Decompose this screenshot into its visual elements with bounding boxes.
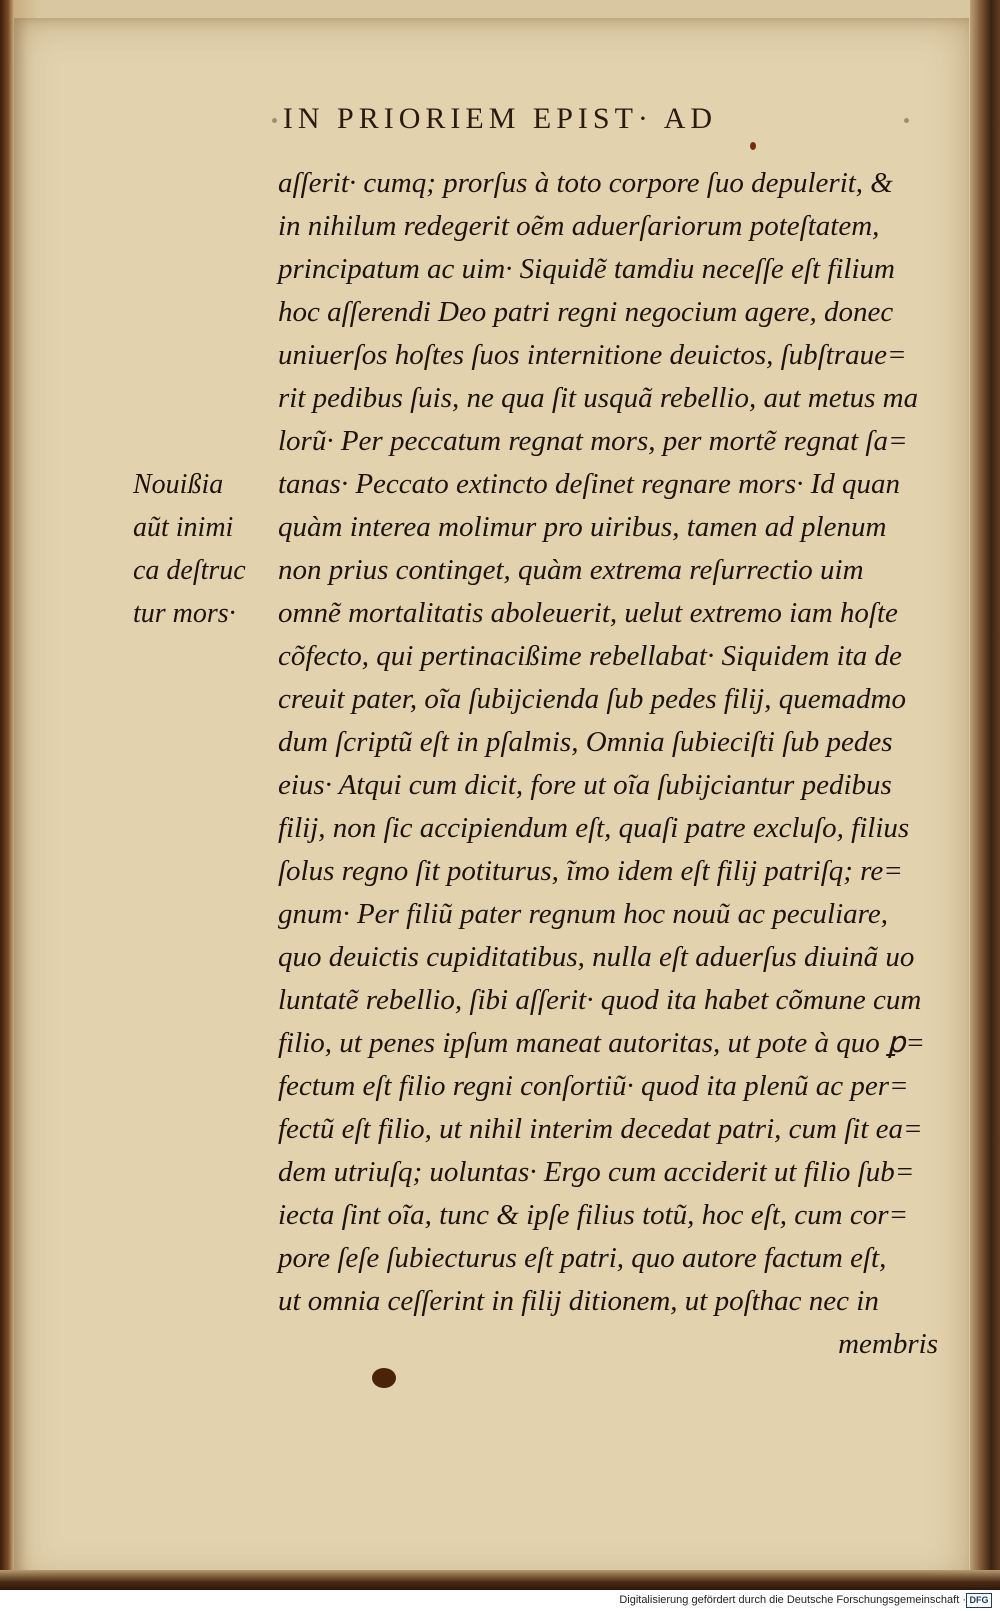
text-line: quo deuictis cupiditatibus, nulla eſt aduerſus diuinã uo [278,941,915,973]
text-line: creuit pater, oĩa ſubijcienda ſub pedes filij, quemadmo [278,683,906,715]
catchword: membris [838,1328,938,1360]
text-line: lorũ· Per peccatum regnat mors, per mortẽ regnat ſa= [278,425,908,457]
text-line: iecta ſint oĩa, tunc & ipſe filius totũ, hoc eſt, cum cor= [278,1199,909,1231]
text-line: in nihilum redegerit oẽm aduerſariorum poteſtatem, [278,210,880,242]
text-line: principatum ac uim· Siquidẽ tamdiu neceſſe eſt filium [278,253,895,285]
text-line: aſſerit· cumq; prorſus à toto corpore ſuo depulerit, & [278,167,893,199]
body-text [278,162,948,1366]
text-line: quàm interea molimur pro uiribus, tamen ad plenum [278,511,887,543]
marginal-line: aũt inimi [133,512,234,543]
header-dot-right [904,118,909,123]
text-line: dum ſcriptũ eſt in pſalmis, Omnia ſubieciſti ſub pedes [278,726,893,758]
book-edge-bottom [0,1570,1000,1590]
text-line: rit pedibus ſuis, ne qua ſit usquã rebellio, aut metus ma [278,382,919,414]
text-line: luntatẽ rebellio, ſibi aſſerit· quod ita habet cõmune cum [278,984,922,1016]
ink-blot [372,1368,396,1388]
text-line: filio, ut penes ipſum maneat autoritas, ut pote à quo ꝑ= [278,1027,925,1059]
dfg-logo: DFG [966,1593,992,1608]
text-line: eius· Atqui cum dicit, fore ut oĩa ſubijciantur pedibus [278,769,892,801]
text-line: dem utriuſq; uoluntas· Ergo cum acciderit ut filio ſub= [278,1156,915,1188]
marginal-line: ca deſtruc [133,555,246,586]
text-line: cõfecto, qui pertinacißime rebellabat· Siquidem ita de [278,640,902,672]
text-line: filij, non ſic accipiendum eſt, quaſi patre excluſo, filius [278,812,910,844]
marginal-note [133,463,273,635]
text-line: gnum· Per filiũ pater regnum hoc nouũ ac peculiare, [278,898,888,930]
text-line: ſolus regno ſit potiturus, ĩmo idem eſt filij patriſq; re= [278,855,903,887]
marginal-line: Nouißia [133,469,224,500]
text-line: omnẽ mortalitatis aboleuerit, uelut extremo iam hoſte [278,597,898,629]
text-line: non prius continget, quàm extrema reſurrectio uim [278,554,864,586]
text-line: fectum eſt filio regni conſortiũ· quod ita plenũ ac per= [278,1070,909,1102]
ink-mark [750,142,756,150]
running-title: IN PRIORIEM EPIST· AD [282,102,718,135]
text-line: hoc aſſerendi Deo patri regni negocium agere, donec [278,296,894,328]
text-line: ut omnia ceſſerint in filij ditionem, ut poſthac nec in [278,1285,879,1317]
digitization-credit: Digitalisierung gefördert durch die Deutsche Forschungsgemeinschaft · [619,1594,966,1606]
text-line: uniuerſos hoſtes ſuos internitione deuictos, ſubſtraue= [278,339,907,371]
text-line: fectũ eſt filio, ut nihil interim decedat patri, cum ſit ea= [278,1113,923,1145]
book-edge-right [970,0,1000,1590]
text-line: pore ſeſe ſubiecturus eſt patri, quo autore factum eſt, [278,1242,887,1274]
marginal-line: tur mors· [133,598,236,629]
text-line: tanas· Peccato extincto deſinet regnare mors· Id quan [278,468,901,500]
